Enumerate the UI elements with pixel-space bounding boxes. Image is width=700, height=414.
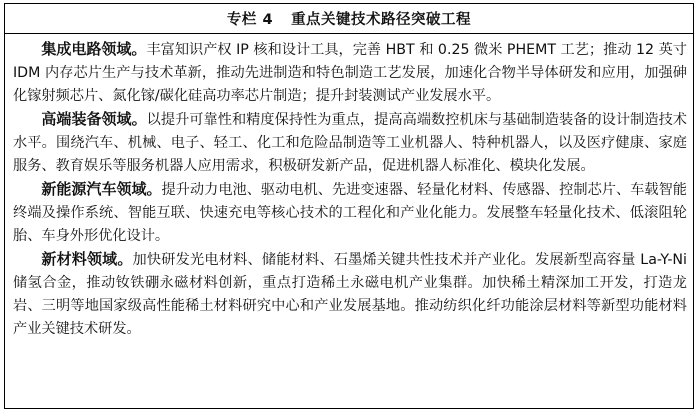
section-heading: 集成电路领域。 xyxy=(41,40,147,58)
section-text: 以提升可靠性和精度保持性为重点，提高高端数控机床与基础制造装备的设计制造技术水平。围绕汽车、机械、电子、轻工、化工和危险品制造等工业机器人、特种机器人，以及医疗健康、家庭服务、教育娱乐等服务机器人应用需求，积极研发新产品，促进机器人标准化、模块化发展。 xyxy=(13,112,687,174)
column-header xyxy=(5,4,693,34)
section-heading: 高端装备领域。 xyxy=(41,110,147,128)
section-text: 提升动力电池、驱动电机、先进变速器、轻量化材料、传感器、控制芯片、车载智能终端及操作系统、智能互联、快速充电等核心技术的工程化和产业化能力。发展整车轻量化技术、低滚阻轮胎、车身外形优化设计。 xyxy=(13,182,687,244)
column-title: 重点关键技术路径突破工程 xyxy=(291,12,472,28)
section-text: 加快研发光电材料、储能材料、石墨烯关键共性技术并产业化。发展新型高容量 La-Y-Ni 储氢合金，推动钕铁硼永磁材料创新，重点打造稀土永磁电机产业集群。加快稀土精深加工开发，打造龙岩、三明等地国家级高性能稀土材料研究中心和产业发展基地。推动纺织化纤功能涂层材料等新型功能材料产业关键技术研发。 xyxy=(13,252,687,337)
section-integrated-circuits xyxy=(13,38,687,108)
section-text: 丰富知识产权 IP 核和设计工具，完善 HBT 和 0.25 微米 PHEMT 工艺；推动 12 英寸 IDM 内存芯片生产与技术革新，推动先进制造和特色制造工艺发展，加速化合物半导体研发和应用，加强砷化镓射频芯片、氮化镓/碳化硅高功率芯片制造；提升封装测试产业发展水平。 xyxy=(13,42,687,104)
section-heading: 新能源汽车领域。 xyxy=(41,180,162,198)
section-new-materials xyxy=(13,248,687,341)
column-number: 专栏 4 xyxy=(226,12,274,28)
section-high-end-equipment xyxy=(13,108,687,178)
section-new-energy-vehicles xyxy=(13,178,687,248)
column-content xyxy=(5,34,693,341)
column-box xyxy=(4,3,694,409)
section-heading: 新材料领域。 xyxy=(41,250,133,268)
